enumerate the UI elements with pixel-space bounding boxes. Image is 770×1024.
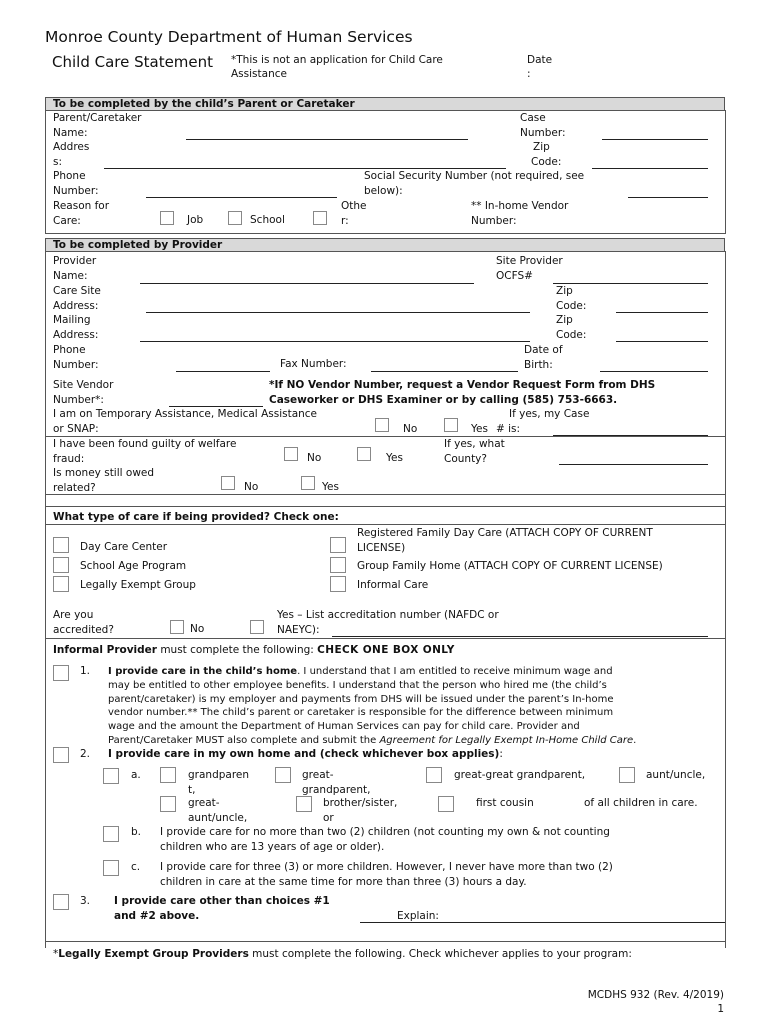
- great-aunt-uncle-checkbox[interactable]: [160, 796, 176, 812]
- parent-phone-field[interactable]: [146, 197, 337, 198]
- dob-field[interactable]: [600, 371, 708, 372]
- provider-name-label: Provider Name:: [53, 255, 97, 282]
- first-cousin-checkbox[interactable]: [438, 796, 454, 812]
- option1-checkbox[interactable]: [53, 665, 69, 681]
- grandparent-checkbox[interactable]: [160, 767, 176, 783]
- reason-school-checkbox[interactable]: [228, 211, 242, 225]
- parent-zip-field[interactable]: [592, 168, 708, 169]
- group-family-checkbox[interactable]: [330, 557, 346, 573]
- registered-family-checkbox[interactable]: [330, 537, 346, 553]
- informal-care-checkbox[interactable]: [330, 576, 346, 592]
- exempt-group-checkbox[interactable]: [53, 576, 69, 592]
- group-family-label: Group Family Home (ATTACH COPY OF CURRENT LICENSE): [357, 560, 663, 572]
- registered-family-label: Registered Family Day Care (ATTACH COPY OF CURRENT LICENSE): [357, 527, 653, 554]
- money-owed-label: Is money still owed related?: [53, 467, 155, 494]
- ssn-label: Social Security Number (not required, see below):: [364, 170, 585, 197]
- reason-other-checkbox[interactable]: [313, 211, 327, 225]
- option3-number: 3.: [80, 895, 91, 907]
- parent-address-label: Addres s:: [53, 141, 90, 168]
- ssn-field[interactable]: [628, 197, 708, 198]
- sibling-checkbox[interactable]: [296, 796, 312, 812]
- care-site-address-field[interactable]: [146, 312, 530, 313]
- parent-phone-label: Phone Number:: [53, 170, 99, 197]
- fraud-yes-label: Yes: [386, 452, 403, 464]
- mailing-zip-field[interactable]: [616, 341, 708, 342]
- care-site-address-label: Care Site Address:: [53, 285, 101, 312]
- ocfs-label: Site Provider OCFS#: [496, 255, 563, 282]
- temp-assistance-yes-checkbox[interactable]: [444, 418, 458, 432]
- option2-checkbox[interactable]: [53, 747, 69, 763]
- option1-text: I provide care in the child’s home. I understand that I am entitled to receive minimum wage and may be entitled to other employee benefits. I understand that the person who hired me (the child’s parent/caretaker) is my employer and payments from DHS will be issued under the parent’s In-home vendor number.** The child’s parent or caretaker is responsible for the difference between minimum wage and the amount the Department of Human Services can pay for child care. Provider and Parent/Caretaker MUST also complete and submit the Agreement for Legally Exempt In-Home Child Care.: [108, 666, 637, 746]
- care-type-heading: What type of care if being provided? Check one:: [53, 511, 339, 523]
- exempt-group-label: Legally Exempt Group: [80, 579, 196, 591]
- fax-field[interactable]: [371, 371, 518, 372]
- reason-school-label: School: [250, 214, 285, 226]
- reason-other-label: Othe r:: [341, 200, 367, 227]
- parent-name-field[interactable]: [186, 139, 468, 140]
- option2b-letter: b.: [131, 826, 142, 838]
- option2b-text: I provide care for no more than two (2) children (not counting my own & not counting children who are 13 years of age or older).: [160, 826, 610, 853]
- mailing-zip-label: Zip Code:: [556, 314, 587, 341]
- temp-assistance-label: I am on Temporary Assistance, Medical Assistance or SNAP:: [53, 408, 318, 435]
- accredited-no-label: No: [190, 623, 205, 635]
- great-grandparent-label: great- grandparent,: [302, 769, 371, 796]
- option2c-checkbox[interactable]: [103, 860, 119, 876]
- not-application-note: *This is not an application for Child Care Assistance: [231, 54, 443, 80]
- fraud-no-checkbox[interactable]: [284, 447, 298, 461]
- option1-number: 1.: [80, 665, 91, 677]
- provider-name-field[interactable]: [140, 283, 474, 284]
- option2b-checkbox[interactable]: [103, 826, 119, 842]
- date-label: Date :: [527, 54, 553, 80]
- option2a-letter: a.: [131, 769, 141, 781]
- explain-label: Explain:: [397, 910, 439, 922]
- great-grandparent-checkbox[interactable]: [275, 767, 291, 783]
- owed-yes-label: Yes: [322, 481, 339, 493]
- first-cousin-label: first cousin: [476, 797, 534, 809]
- page-number: 1: [717, 1003, 724, 1015]
- option3-text: I provide care other than choices #1 and #2 above.: [114, 895, 330, 922]
- provider-phone-label: Phone Number:: [53, 344, 99, 371]
- informal-intro: Informal Provider must complete the following: CHECK ONE BOX ONLY: [53, 644, 455, 656]
- accredited-no-checkbox[interactable]: [170, 620, 184, 634]
- case-number-field[interactable]: [602, 139, 708, 140]
- reason-job-label: Job: [187, 214, 204, 226]
- temp-assistance-no-checkbox[interactable]: [375, 418, 389, 432]
- explain-field[interactable]: [360, 922, 725, 923]
- school-age-label: School Age Program: [80, 560, 187, 572]
- temp-assistance-yes-label: Yes: [471, 423, 488, 435]
- reason-for-care-label: Reason for Care:: [53, 200, 110, 227]
- owed-no-checkbox[interactable]: [221, 476, 235, 490]
- site-vendor-label: Site Vendor Number*:: [53, 379, 114, 406]
- option2a-checkbox[interactable]: [103, 768, 119, 784]
- fraud-county-field[interactable]: [559, 464, 708, 465]
- fraud-county-label: If yes, what County?: [444, 438, 505, 465]
- case-number-label: Case Number:: [520, 112, 566, 139]
- option2-number: 2.: [80, 748, 91, 760]
- parent-name-label: Parent/Caretaker Name:: [53, 112, 142, 139]
- form-number: MCDHS 932 (Rev. 4/2019): [587, 989, 724, 1001]
- owed-no-label: No: [244, 481, 259, 493]
- great-great-grandparent-checkbox[interactable]: [426, 767, 442, 783]
- owed-yes-checkbox[interactable]: [301, 476, 315, 490]
- grandparent-label: grandparen t,: [188, 769, 250, 796]
- option3-checkbox[interactable]: [53, 894, 69, 910]
- option2-text: I provide care in my own home and (check whichever box applies):: [108, 748, 503, 760]
- sibling-label: brother/sister, or: [323, 797, 398, 824]
- fax-label: Fax Number:: [280, 358, 347, 370]
- reason-job-checkbox[interactable]: [160, 211, 174, 225]
- option2c-text: I provide care for three (3) or more children. However, I never have more than two (2) children in care at the same time for more than three (3) hours a day.: [160, 861, 613, 888]
- agency-title: Monroe County Department of Human Services: [45, 28, 413, 46]
- ta-case-number-label: If yes, my Case # is:: [496, 408, 590, 435]
- day-care-center-label: Day Care Center: [80, 541, 168, 553]
- mailing-address-label: Mailing Address:: [53, 314, 99, 341]
- site-zip-label: Zip Code:: [556, 285, 587, 312]
- fraud-no-label: No: [307, 452, 322, 464]
- site-zip-field[interactable]: [616, 312, 708, 313]
- accredited-label: Are you accredited?: [53, 609, 114, 636]
- fraud-yes-checkbox[interactable]: [357, 447, 371, 461]
- exempt-group-intro: *Legally Exempt Group Providers must complete the following. Check whichever applies to your program:: [53, 948, 632, 960]
- accreditation-number-field[interactable]: [332, 636, 708, 637]
- welfare-fraud-label: I have been found guilty of welfare fraud:: [53, 438, 237, 465]
- mailing-address-field[interactable]: [140, 341, 530, 342]
- day-care-center-checkbox[interactable]: [53, 537, 69, 553]
- provider-section-header: To be completed by Provider: [45, 238, 725, 252]
- vendor-request-notice: *If NO Vendor Number, request a Vendor Request Form from DHS Caseworker or DHS Examiner or by calling (585) 753-6663.: [269, 379, 656, 406]
- provider-phone-field[interactable]: [176, 371, 270, 372]
- great-great-grandparent-label: great-great grandparent,: [454, 769, 586, 781]
- aunt-uncle-label: aunt/uncle,: [646, 769, 706, 781]
- all-children-label: of all children in care.: [584, 797, 698, 809]
- accredited-yes-label: Yes – List accreditation number (NAFDC or NAEYC):: [277, 609, 499, 636]
- inhome-vendor-label: ** In-home Vendor Number:: [471, 200, 569, 227]
- dob-label: Date of Birth:: [524, 344, 563, 371]
- aunt-uncle-checkbox[interactable]: [619, 767, 635, 783]
- informal-care-label: Informal Care: [357, 579, 429, 591]
- option2c-letter: c.: [131, 861, 141, 873]
- great-aunt-uncle-label: great- aunt/uncle,: [188, 797, 248, 824]
- page-title: Child Care Statement: [52, 53, 214, 71]
- accredited-yes-checkbox[interactable]: [250, 620, 264, 634]
- temp-assistance-no-label: No: [403, 423, 418, 435]
- parent-section-header: To be completed by the child’s Parent or Caretaker: [45, 97, 725, 111]
- school-age-checkbox[interactable]: [53, 557, 69, 573]
- parent-zip-label: Zip Code:: [531, 141, 562, 168]
